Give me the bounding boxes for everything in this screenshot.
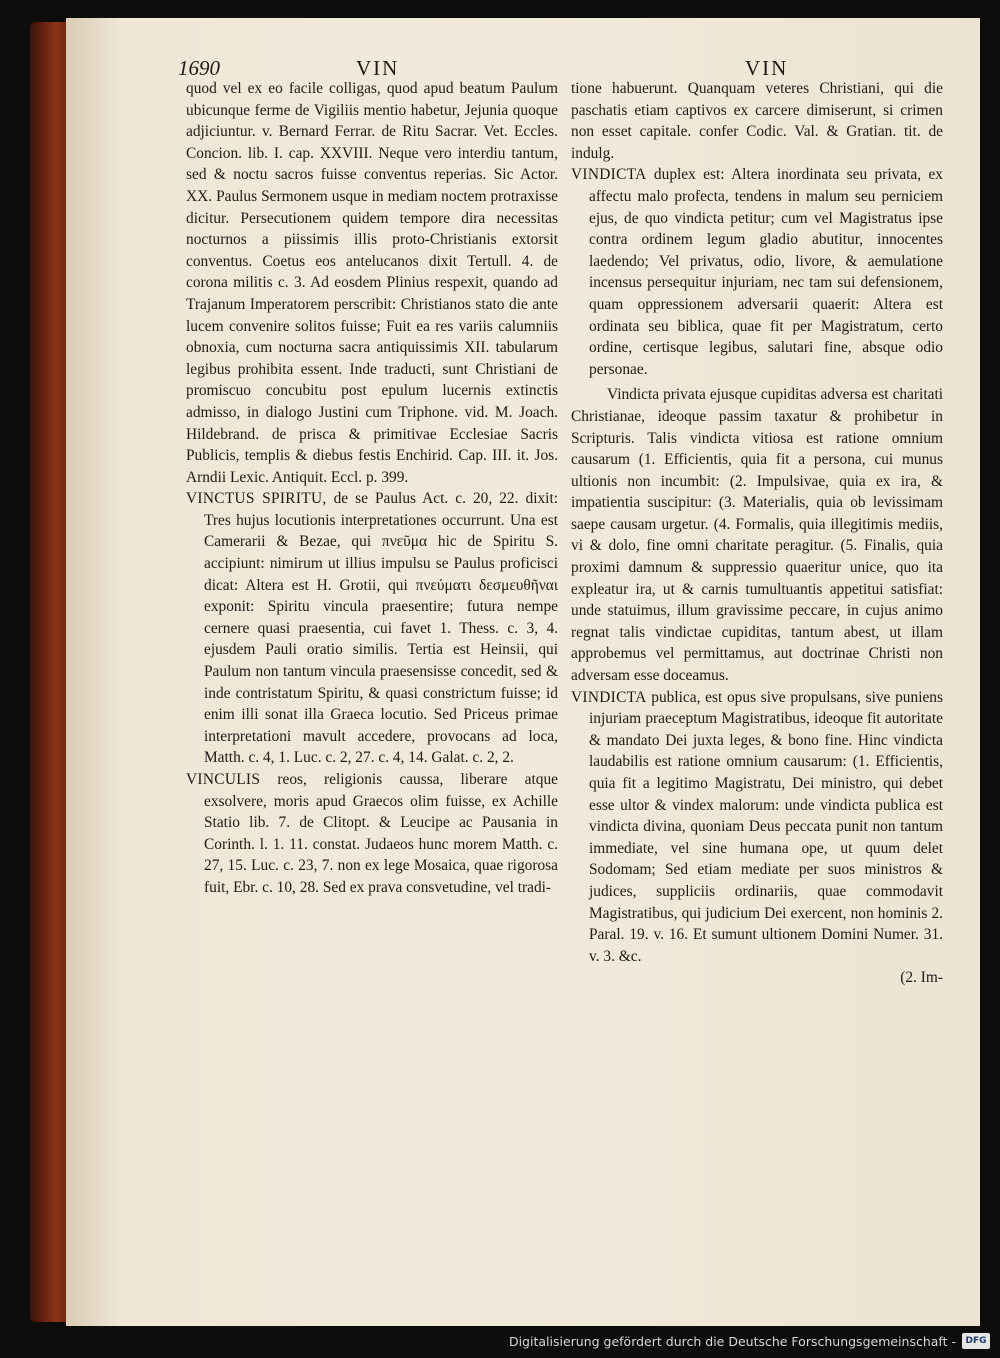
running-head-left: VIN <box>356 56 400 80</box>
footer-bar <box>0 1326 1000 1358</box>
catchword: (2. Im- <box>900 969 943 987</box>
entry-text: duplex est: Altera inordinata seu privata, ex affectu malo profecta, tendens in malum seu perniciem ejus, de quo vindicta petitur; cum vel Magistratus ipse contra ordinem legum gladio abutitur, innocentes laedendo; Vel privatus, odio, livore, & aemulatione incensus persequitur injuriam, nec tam sui defensionem, quam oppressionem adversarii quaerit: Altera est ordinata seu biblica, quae fit per Magistratum, certo ordine, certisque legibus, salutari fine, absque odio personae. <box>589 166 943 378</box>
entry-vindicta-publica <box>571 687 943 968</box>
lemma: VINDICTA <box>571 688 647 706</box>
book-page <box>66 18 980 1326</box>
entry-text: de se Paulus Act. c. 20, 22. dixit: Tres hujus locutionis interpretationes occurrunt. Una est Camerarii & Bezae, qui πνεῦμα hic de Spiritu S. accipiunt: nimirum ut illius impulsu se Paulus proficisci dicat: Altera est H. Grotii, qui πνεύματι δεσμευθῆναι exponit: Spiritu vincula praesentire; futura nempe cernere quasi praesentia, cui favet 1. Thess. c. 3, 4. ejusdem Pauli oratio similis. Tertia est Heinsii, qui Paulum non tantum vincula praesensisse concedit, sed & inde contristatum Spiritu, & quasi constrictum fuisse; id enim illi sonat illa Graeca locutio. Sed Priceus primae interpretationi mavult accedere, provocans ad loca, Matth. c. 4, 1. Luc. c. 2, 27. c. 4, 14. Galat. c. 2, 2. <box>204 490 558 767</box>
footer-credit: Digitalisierung gefördert durch die Deutsche Forschungsgemeinschaft - <box>508 1334 956 1349</box>
entry-text: publica, est opus sive propulsans, sive puniens injuriam praeceptum Magistratibus, ideoque fit autoritate & mandato Dei juxta leges, & bono fine. Hinc vindicta laudabilis est ratione omnium causarum: (1. Efficientis, quia fit a legitimo Magistratu, Dei ministro, qui debet esse ultor & vindex malorum: unde vindicta publica est vindicta divina, quoniam Deus peccata punit non tantum immediate, vel sine humana ope, ut quum delet Sodomam; Sed etiam mediate per suos ministros & judices, suppliciis ordinariis, quae commodavit Magistratibus, qui judicium Dei exercent, non hominis 2. Paral. 19. v. 16. Et sumunt ultionem Domini Numer. 31. v. 3. &c. <box>589 688 943 965</box>
right-column <box>571 78 943 989</box>
paragraph-vindicta-privata: Vindicta privata ejusque cupiditas adversa est charitati Christianae, ideoque passim taxatur & prohibetur in Scripturis. Talis vindicta vitiosa est ratione omnium causarum (1. Efficientis, quia fit a persona, cui munus ultionis non incumbit: (2. Impulsivae, quia ex ira, & impatientia suscipitur: (3. Materialis, quia ob levissimam saepe causam urgetur. (4. Formalis, quia illegitimis mediis, vi & dolo, fine omni charitate peragitur. (5. Finalis, quia proximi damnum & suppressio quaeritur unice, quo ita expleatur ira, ut & carnis tumultuantis appetitui satisfiat: unde statuimus, illum gravissime peccare, in cujus animo regnat talis vindictae cupiditas, tantum abest, ut illam approbemus vel permittamus, aut doctrinae Christi non adversam esse doceamus. <box>571 386 943 685</box>
lemma: VINDICTA <box>571 166 647 184</box>
continued-paragraph: tione habuerunt. Quanquam veteres Christiani, qui die paschatis etiam captivos ex carcere dimiserunt, si crimen non esset capitale. confer Codic. Val. & Gratian. tit. de indulg. <box>571 80 943 162</box>
entry-vinculis <box>186 769 558 899</box>
lemma: VINCULIS <box>186 771 261 788</box>
entry-vinctus-spiritu <box>186 488 558 769</box>
entry-vindicta <box>571 164 943 380</box>
left-column <box>186 78 558 899</box>
entry-text: reos, religionis caussa, liberare atque exsolvere, moris apud Graecos olim fuisse, ex Achille Statio lib. 7. de Clitopt. & Leucipe ac Pausania in Corinth. l. 1. 11. constat. Judaeos hunc morem Matth. c. 27, 15. Luc. c. 23, 7. non ex lege Mosaica, quae rigorosa fuit, Ebr. c. 10, 28. Sed ex prava consvetudine, vel tradi- <box>204 771 558 896</box>
running-head-right: VIN <box>745 56 789 80</box>
continued-paragraph: quod vel ex eo facile colligas, quod apud beatum Paulum ubicunque ferme de Vigiliis mentio habetur, Jejunia quoque adjiciuntur. v. Bernard Ferrar. de Ritu Sacrar. Vet. Eccles. Concion. lib. I. cap. XXVIII. Neque vero interdiu tantum, sed & noctu sacros fuisse conventus reperias. Sic Actor. XX. Paulus Sermonem usque in mediam noctem protraxisse dicitur. Persecutionem quidem tempore dira necessitas nocturnos a piissimis illis proto-Christianis extorsit conventus. Coetus eos antelucanos dixit Tertull. 4. de corona militis c. 3. Ad eosdem Plinius respexit, quando ad Trajanum Imperatorem perscribit: Christianos stato die ante lucem convenire solitos fuisse; Fuit ea res variis calumniis obnoxia, cum nocturna sacra antiquissimis XII. tabularum legibus prohibita essent. Inde traducti, sunt Christiani de promiscuo concubitu post epulum lucernis extinctis admisso, in dialogo Justini cum Triphone. vid. M. Joach. Hildebrand. de prisca & primitivae Ecclesiae Sacris Publicis, templis & diebus festis Enchirid. Cap. III. it. Jos. Arndii Lexic. Antiquit. Eccl. p. 399. <box>186 80 558 486</box>
lemma: VINCTUS SPIRITU, <box>186 490 327 508</box>
page-number: 1690 <box>178 56 220 80</box>
dfg-logo: DFG <box>962 1333 990 1349</box>
